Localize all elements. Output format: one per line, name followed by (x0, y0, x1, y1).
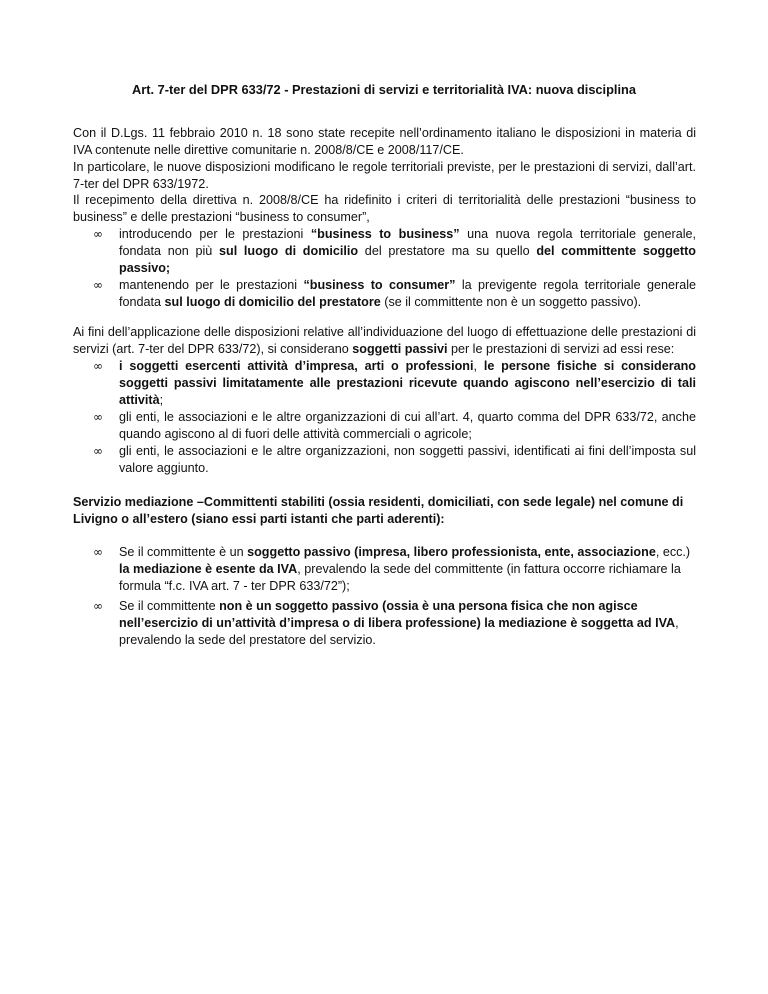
infinity-bullet-icon: ∞ (93, 227, 103, 241)
recepimento-list (73, 226, 696, 311)
list-item: ∞ Se il committente non è un soggetto passivo (ossia è una persona fisica che non agisce nell’esercizio di un’attività d’impresa o di libera professione) la mediazione è soggetta ad IVA, prevalendo la sede del prestatore del servizio. (93, 599, 679, 647)
list-item: ∞ Se il committente è un soggetto passivo (impresa, libero professionista, ente, associazione, ecc.) la mediazione è esente da IVA, prevalendo la sede del committente (in fattura occorre richiamare la formula “f.c. IVA art. 7 - ter DPR 633/72”); (93, 545, 691, 593)
soggetti-section (73, 324, 696, 477)
list-item: ∞ gli enti, le associazioni e le altre organizzazioni di cui all’art. 4, quarto comma del DPR 633/72, anche quando agiscono al di fuori delle attività commerciali o agricole; (93, 410, 696, 441)
infinity-bullet-icon: ∞ (93, 278, 103, 292)
document-title: Art. 7-ter del DPR 633/72 - Prestazioni di servizi e territorialità IVA: nuova disciplina (132, 82, 636, 97)
list-item: ∞ gli enti, le associazioni e le altre organizzazioni, non soggetti passivi, identificati ai fini dell’imposta sul valore aggiunto. (93, 444, 696, 475)
soggetti-text: Ai fini dell’applicazione delle disposizioni relative all’individuazione del luogo di effettuazione delle prestazioni di servizi (art. 7-ter del DPR 633/72), si considerano soggetti passivi per le prestazioni di servizi ad essi rese: (73, 325, 696, 356)
intro-line-1: Con il D.Lgs. 11 febbraio 2010 n. 18 sono state recepite nell’ordinamento italiano le disposizioni in materia di IVA contenute nelle direttive comunitarie n. 2008/8/CE e 2008/117/CE. (73, 126, 696, 157)
mediazione-section (73, 494, 696, 652)
mediazione-heading: Servizio mediazione –Committenti stabiliti (ossia residenti, domiciliati, con sede legale) nel comune di Livigno o all’estero (siano essi parti istanti che parti aderenti): (73, 495, 684, 526)
recepimento-section (73, 192, 696, 311)
intro-paragraph (73, 125, 696, 193)
mediazione-list (73, 544, 696, 649)
recepimento-text: Il recepimento della direttiva n. 2008/8/CE ha ridefinito i criteri di territorialità delle prestazioni “business to business” e delle prestazioni “business to consumer”, (73, 193, 696, 224)
infinity-bullet-icon: ∞ (93, 410, 103, 424)
infinity-bullet-icon: ∞ (93, 599, 103, 613)
list-item: ∞ i soggetti esercenti attività d’impresa, arti o professioni, le persone fisiche si considerano soggetti passivi limitatamente alle prestazioni ricevute quando agiscono nell’esercizio di tali attività; (93, 359, 696, 407)
infinity-bullet-icon: ∞ (93, 545, 103, 559)
list-item: ∞ mantenendo per le prestazioni “business to consumer” la previgente regola territoriale generale fondata sul luogo di domicilio del prestatore (se il committente non è un soggetto passivo). (93, 278, 697, 309)
infinity-bullet-icon: ∞ (93, 359, 103, 373)
infinity-bullet-icon: ∞ (93, 444, 103, 458)
list-item: ∞ introducendo per le prestazioni “business to business” una nuova regola territoriale generale, fondata non più sul luogo di domicilio del prestatore ma su quello del committente soggetto passivo; (93, 227, 696, 275)
soggetti-list (73, 358, 696, 477)
intro-line-2: In particolare, le nuove disposizioni modificano le regole territoriali previste, per le prestazioni di servizi, dall’art. 7-ter del DPR 633/1972. (73, 160, 696, 191)
